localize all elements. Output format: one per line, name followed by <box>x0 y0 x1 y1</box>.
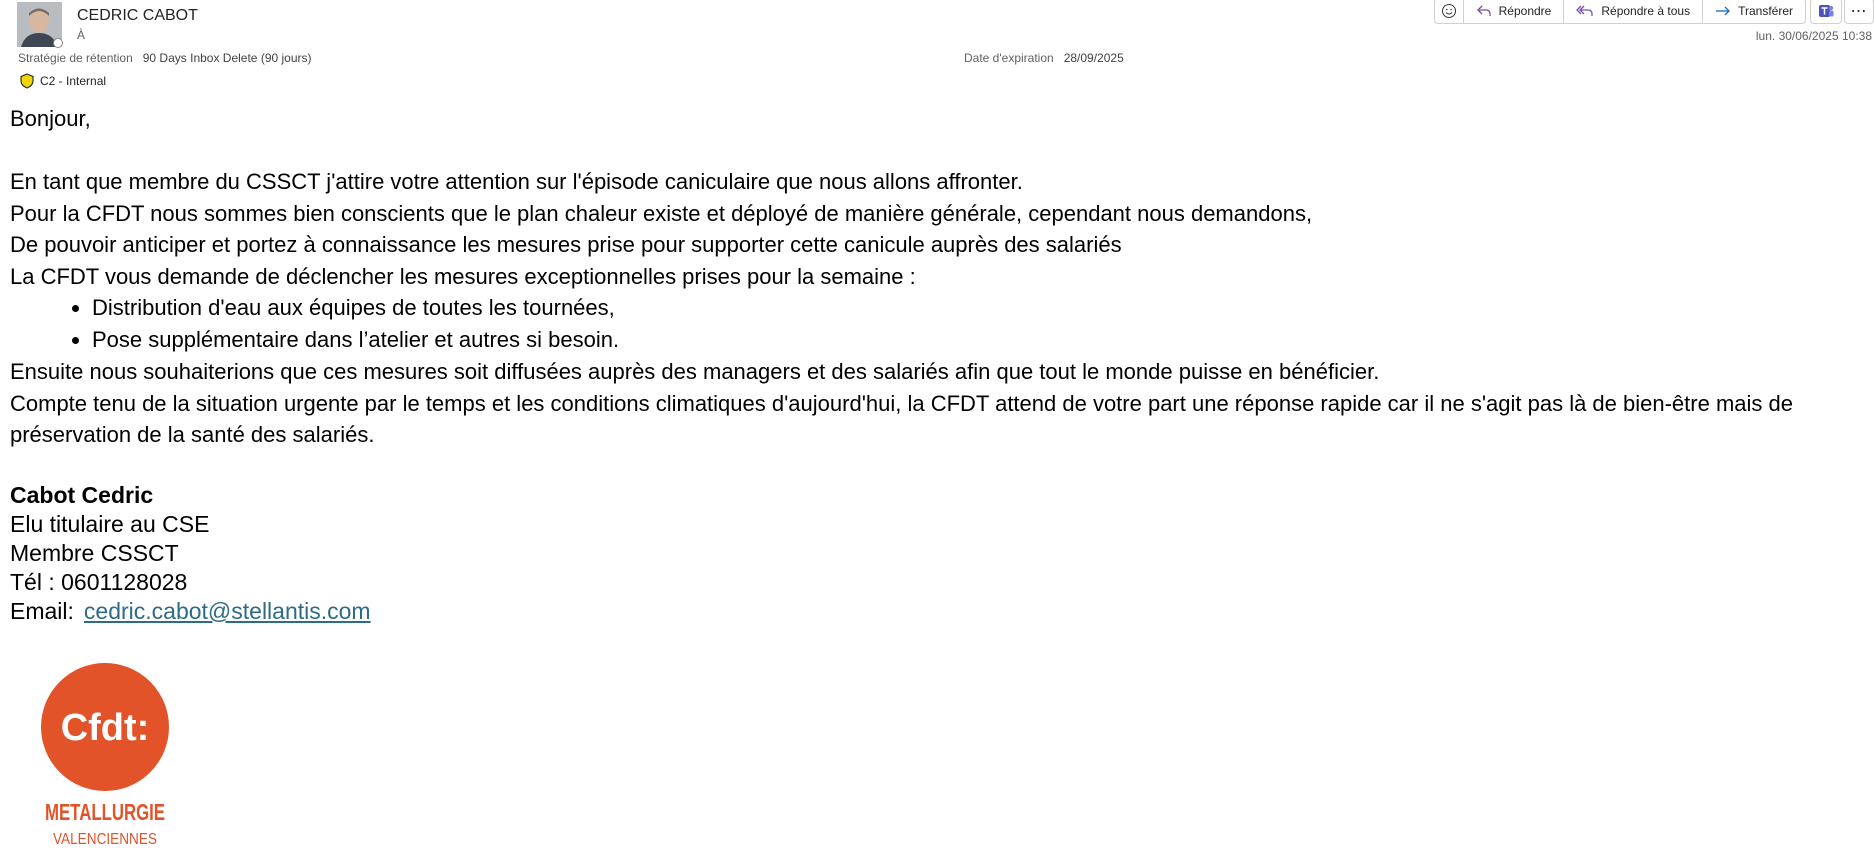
measures-list <box>10 292 1870 356</box>
forward-arrow-icon <box>1715 4 1731 18</box>
message-actions <box>1434 0 1806 24</box>
list-item: • Distribution d'eau aux équipes de toutes les tournées, <box>92 292 1870 324</box>
emoji-react-button[interactable] <box>1435 0 1463 23</box>
retention-label: Stratégie de rétention <box>18 51 133 65</box>
reply-icon <box>1476 4 1492 18</box>
signature-role: Membre CSSCT <box>10 540 179 566</box>
signature-email-row <box>10 597 371 626</box>
body-line: Pour la CFDT nous sommes bien conscients que le plan chaleur existe et déployé de manière générale, cependant nous demandons, <box>10 200 1313 226</box>
teams-button[interactable] <box>1810 0 1842 24</box>
signature <box>10 481 371 626</box>
sender-name[interactable]: CEDRIC CABOT <box>77 7 198 24</box>
presence-indicator <box>53 38 63 48</box>
reply-all-icon <box>1576 4 1594 18</box>
more-actions-button[interactable] <box>1844 0 1874 24</box>
body-line: En tant que membre du CSSCT j'attire votre attention sur l'épisode caniculaire que nous allons affronter. <box>10 169 1023 194</box>
teams-icon <box>1818 3 1834 19</box>
signature-role: Elu titulaire au CSE <box>10 511 210 537</box>
smiley-icon <box>1441 3 1457 19</box>
reply-all-button[interactable] <box>1563 0 1702 23</box>
body-line: La CFDT vous demande de déclencher les mesures exceptionnelles prises pour la semaine : <box>10 263 916 289</box>
received-date: lun. 30/06/2025 10:38 <box>1755 29 1872 43</box>
logo-line1-text: METALLURGIE <box>45 799 165 825</box>
signature-email-link[interactable]: cedric.cabot@stellantis.com <box>83 598 371 624</box>
forward-label: Transférer <box>1738 4 1793 18</box>
retention-value: 90 Days Inbox Delete (90 jours) <box>142 51 312 65</box>
ellipsis-icon: ⋯ <box>1850 3 1868 20</box>
forward-button[interactable] <box>1702 0 1805 23</box>
sensitivity-text: C2 - Internal <box>40 74 107 88</box>
signature-phone: Tél : 0601128028 <box>10 569 188 595</box>
expiration-label: Date d'expiration <box>964 51 1054 65</box>
list-item: • Pose supplémentaire dans l’atelier et autres si besoin. <box>92 324 1870 356</box>
message-body <box>10 103 1870 451</box>
cfdt-logo-graphic <box>40 662 170 849</box>
logo-line2-text: VALENCIENNES <box>53 831 157 848</box>
to-label: À <box>77 28 86 42</box>
expiration-date <box>964 51 1124 65</box>
sensitivity-label[interactable] <box>20 73 106 89</box>
shield-icon <box>20 73 34 89</box>
body-line: Compte tenu de la situation urgente par le temps et les conditions climatiques d'aujourd'hui, la CFDT attend de votre part une réponse rapide car il ne s'agit pas là de bien-être mais de préservation de la santé des salariés. <box>10 390 1793 447</box>
signature-email-label: Email: <box>10 598 74 624</box>
reply-all-label: Répondre à tous <box>1601 4 1691 18</box>
spacer <box>10 135 1870 167</box>
body-line: Ensuite nous souhaiterions que ces mesures soit diffusées auprès des managers et des salariés afin que tout le monde puisse en bénéficier. <box>10 359 1380 384</box>
body-line: De pouvoir anticiper et portez à connaissance les mesures prise pour supporter cette canicule auprès des salariés <box>10 232 1122 257</box>
logo-brand-text: Cfdt: <box>60 707 150 749</box>
greeting: Bonjour, <box>10 106 91 131</box>
signature-name: Cabot Cedric <box>10 482 154 508</box>
retention-policy <box>18 51 312 65</box>
reply-label: Répondre <box>1498 4 1552 18</box>
cfdt-logo <box>40 662 170 849</box>
reply-button[interactable] <box>1463 0 1564 23</box>
expiration-value: 28/09/2025 <box>1063 51 1124 65</box>
